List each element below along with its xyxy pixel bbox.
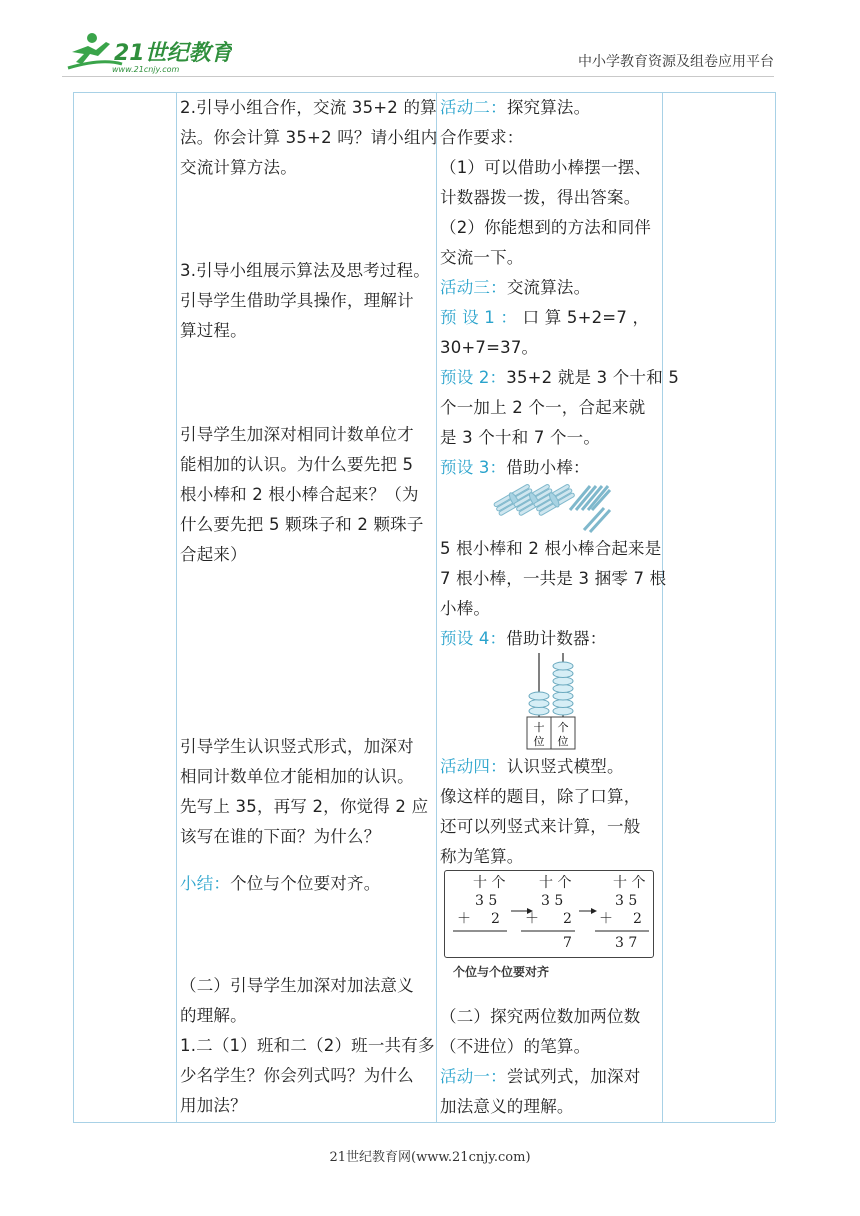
arrow-right-icon (591, 908, 597, 914)
place-header-3: 十 个 (613, 875, 646, 891)
top-number-2: 3 5 (541, 893, 564, 909)
abacus-bead (553, 692, 573, 700)
table-divider-2 (436, 92, 437, 1122)
ones-label: 个 (557, 721, 569, 734)
result-step3: 3 7 (615, 935, 638, 951)
teacher-counting-unit: 引导学生加深对相同计数单位才 能相加的认识。为什么要先把 5 根小棒和 2 根小棒合起来？（为 什么要先把 5 颗珠子和 2 颗珠子 合起来） (180, 425, 424, 564)
table-border-right (775, 92, 776, 1122)
abacus-bead (553, 707, 573, 715)
abacus-bead (529, 700, 549, 708)
plus-sign-3: ＋ (599, 911, 613, 927)
counter-abacus-image (524, 651, 584, 751)
place-header-1: 十 个 (473, 875, 506, 891)
abacus-bead (529, 707, 549, 715)
teacher-section-2: （二）引导学生加深对加法意义 的理解。 1.二（1）班和二（2）班一共有多 少名学生？你会列式吗？为什么 用加法？ (180, 976, 435, 1115)
sticks-bundle-image (492, 480, 612, 540)
addend-3: 2 (633, 911, 642, 927)
abacus-bead (529, 692, 549, 700)
header-divider (62, 76, 774, 77)
student-sticks-explain: 5 根小棒和 2 根小棒合起来是 7 根小棒，一共是 3 捆零 7 根 小棒。 预设 4：借助计数器： (440, 539, 667, 648)
student-activity-2: 活动二：探究算法。 合作要求： （1）可以借助小棒摆一摆、 计数器拨一拨，得出答案。 （2）你能想到的方法和同伴 交流一下。 活动三：交流算法。 预 设 1 ： 口 算 5+2=7 ， 30+7=37。 预设 2：35+2 就是 3 个十和 5 个一加上 2 个一，合起来就 是 3 个十和 7 个一。 预设 3：借助小棒： (440, 98, 680, 477)
plus-sign-1: ＋ (457, 911, 471, 927)
abacus-bead (553, 700, 573, 708)
top-number-3: 3 5 (615, 893, 638, 909)
tens-label: 十 (533, 721, 545, 734)
abacus-bead (553, 662, 573, 670)
table-divider-1 (176, 92, 177, 1122)
addend-1: 2 (491, 911, 500, 927)
logo-url: www.21cnjy.com (112, 65, 180, 74)
abacus-bead (553, 685, 573, 693)
addend-2: 2 (563, 911, 572, 927)
plus-sign-2: ＋ (525, 911, 539, 927)
abacus-bead (553, 677, 573, 685)
svg-text:位: 位 (557, 735, 569, 748)
teacher-step-2: 2.引导小组合作，交流 35+2 的算 法。你会计算 35+2 吗？请小组内 交流计算方法。 (180, 98, 438, 177)
svg-text:位: 位 (533, 735, 545, 748)
table-divider-3 (662, 92, 663, 1122)
student-section-2: （二）探究两位数加两位数 （不进位）的笔算。 活动一：尝试列式，加深对 加法意义的理解。 (440, 1007, 641, 1116)
top-number-1: 3 5 (475, 893, 498, 909)
teacher-step-3: 3.引导小组展示算法及思考过程。 引导学生借助学具操作，理解计 算过程。 (180, 261, 430, 340)
teacher-vertical-form: 引导学生认识竖式形式，加深对 相同计数单位才能相加的认识。 先写上 35，再写 2，你觉得 2 应 该写在谁的下面？为什么？ (180, 737, 429, 846)
vertical-caption: 个位与个位要对齐 (453, 965, 550, 979)
site-logo (62, 28, 232, 76)
table-border-bottom (73, 1122, 775, 1123)
logo-text: 21世纪教育 (114, 41, 232, 66)
abacus-bead (553, 670, 573, 678)
place-header-2: 十 个 (539, 875, 572, 891)
vertical-addition-box (444, 870, 654, 958)
platform-title: 中小学教育资源及组卷应用平台 (578, 54, 774, 70)
teacher-summary: 小结：个位与个位要对齐。 (180, 874, 381, 893)
table-border-left (73, 92, 74, 1122)
student-activity-4: 活动四：认识竖式模型。 像这样的题目，除了口算， 还可以列竖式来计算，一般 称为笔算。 (440, 757, 641, 866)
page-footer: 21世纪教育网(www.21cnjy.com) (329, 1150, 531, 1165)
result-step2: 7 (563, 935, 572, 951)
